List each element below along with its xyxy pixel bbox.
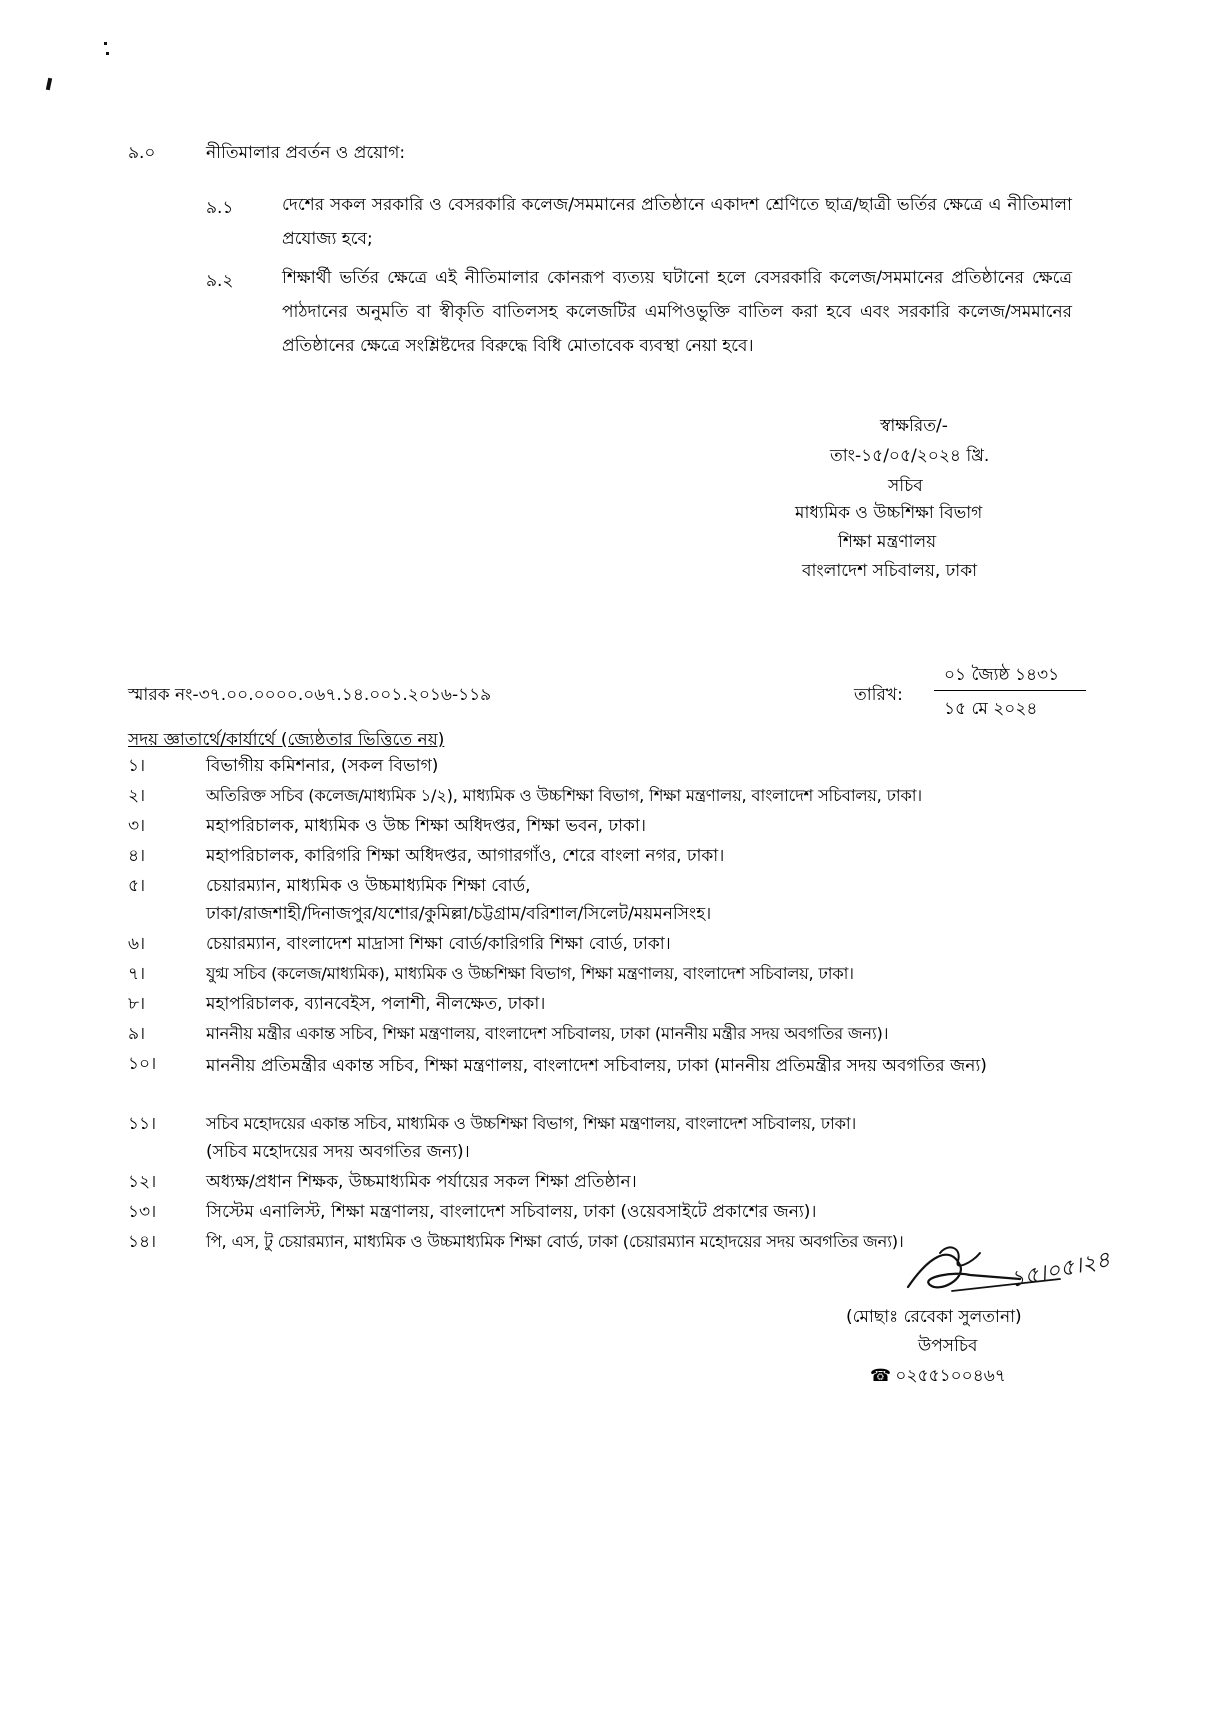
signer-division: মাধ্যমিক ও উচ্চশিক্ষা বিভাগ	[795, 503, 983, 523]
handwritten-signature	[900, 1235, 1113, 1315]
list-item-text: সচিব মহোদয়ের একান্ত সচিব, মাধ্যমিক ও উচ্চশিক্ষা বিভাগ, শিক্ষা মন্ত্রণালয়, বাংলাদেশ সচিবালয়, ঢাকা।	[206, 1114, 856, 1133]
distribution-heading: সদয় জ্ঞাতার্থে/কার্যার্থে (জ্যেষ্ঠতার ভিত্তিতে নয়)	[128, 730, 445, 750]
list-item-number: ১২।	[128, 1172, 157, 1192]
section-item-number: ৯.২	[206, 271, 234, 291]
signer-address: বাংলাদেশ সচিবালয়, ঢাকা	[802, 561, 978, 581]
memo-date-divider	[934, 690, 1086, 691]
list-item-text: পি, এস, টু চেয়ারম্যান, মাধ্যমিক ও উচ্চমাধ্যমিক শিক্ষা বোর্ড, ঢাকা (চেয়ারম্যান মহোদয়ের সদয় অবগতির জন্য)।	[206, 1232, 904, 1251]
section-item-text: দেশের সকল সরকারি ও বেসরকারি কলেজ/সমমানের প্রতিষ্ঠানে একাদশ শ্রেণিতে ছাত্র/ছাত্রী ভর্তির ক্ষেত্রে এ নীতিমালা প্রযোজ্য হবে;	[282, 195, 1072, 249]
list-item	[128, 783, 1088, 813]
section-number: ৯.০	[128, 143, 156, 163]
list-item	[128, 1051, 1088, 1111]
list-item	[128, 873, 1088, 931]
section-item-number: ৯.১	[206, 198, 234, 218]
list-item-number: ১০।	[128, 1054, 157, 1074]
list-item-number: ৪।	[128, 846, 146, 866]
list-item	[128, 1111, 1088, 1169]
scan-speck	[106, 52, 109, 55]
list-item-text: মহাপরিচালক, কারিগরি শিক্ষা অধিদপ্তর, আগারগাঁও, শেরে বাংলা নগর, ঢাকা।	[206, 846, 725, 866]
list-item-text: চেয়ারম্যান, বাংলাদেশ মাদ্রাসা শিক্ষা বোর্ড/কারিগরি শিক্ষা বোর্ড, ঢাকা।	[206, 934, 671, 954]
scan-speck	[46, 78, 52, 91]
list-item-number: ৬।	[128, 934, 146, 954]
scan-speck	[104, 42, 107, 45]
list-item	[128, 753, 1088, 783]
list-item-number: ৯।	[128, 1024, 146, 1044]
list-item	[128, 813, 1088, 843]
memo-date-bangla: ০১ জ্যৈষ্ঠ ১৪৩১	[944, 665, 1060, 685]
list-item-text: সিস্টেম এনালিস্ট, শিক্ষা মন্ত্রণালয়, বাংলাদেশ সচিবালয়, ঢাকা (ওয়েবসাইটে প্রকাশের জন্য)।	[206, 1202, 817, 1222]
list-item-text: মহাপরিচালক, ব্যানবেইস, পলাশী, নীলক্ষেত, ঢাকা।	[206, 994, 546, 1014]
list-item	[128, 931, 1088, 961]
list-item	[128, 1169, 1088, 1199]
signatory-phone: ০২৫৫১০০৪৬৭	[895, 1366, 1006, 1386]
list-item-number: ৮।	[128, 994, 146, 1014]
list-item-number: ১।	[128, 756, 146, 776]
list-item-text: মাননীয় মন্ত্রীর একান্ত সচিব, শিক্ষা মন্ত্রণালয়, বাংলাদেশ সচিবালয়, ঢাকা (মাননীয় মন্ত্রীর সদয় অবগতির জন্য)।	[206, 1024, 889, 1043]
memo-date-label: তারিখ:	[854, 685, 903, 705]
signatory-designation: উপসচিব	[918, 1336, 978, 1356]
list-item-text-continued: (সচিব মহোদয়ের সদয় অবগতির জন্য)।	[206, 1142, 470, 1162]
handwritten-date: ১৫।০৫।২৪	[1008, 1247, 1113, 1293]
list-item-text: যুগ্ম সচিব (কলেজ/মাধ্যমিক), মাধ্যমিক ও উচ্চশিক্ষা বিভাগ, শিক্ষা মন্ত্রণালয়, বাংলাদেশ সচিবালয়, ঢাকা।	[206, 964, 854, 983]
section-item-text: শিক্ষার্থী ভর্তির ক্ষেত্রে এই নীতিমালার কোনরূপ ব্যত্যয় ঘটানো হলে বেসরকারি কলেজ/সমমানের প্রতিষ্ঠানের ক্ষেত্রে পাঠদানের অনুমতি বা স্বীকৃতি বাতিলসহ কলেজটির এমপিওভুক্তি বাতিল করা হবে এবং সরকারি কলেজ/সমমানের প্রতিষ্ঠানের ক্ষেত্রে সংশ্লিষ্টদের বিরুদ্ধে বিধি মোতাবেক ব্যবস্থা নেয়া হবে।	[282, 268, 1072, 356]
memo-reference: স্মারক নং-৩৭.০০.০০০০.০৬৭.১৪.০০১.২০১৬-১১৯	[128, 685, 492, 705]
list-item-text: অধ্যক্ষ/প্রধান শিক্ষক, উচ্চমাধ্যমিক পর্যায়ের সকল শিক্ষা প্রতিষ্ঠান।	[206, 1172, 637, 1192]
list-item	[128, 843, 1088, 873]
signer-ministry: শিক্ষা মন্ত্রণালয়	[838, 532, 937, 552]
list-item-number: ৩।	[128, 816, 146, 836]
list-item-number: ২।	[128, 786, 146, 806]
memo-date-english: ১৫ মে ২০২৪	[944, 699, 1038, 719]
telephone-icon: ☎	[870, 1366, 892, 1386]
list-item-text: বিভাগীয় কমিশনার, (সকল বিভাগ)	[206, 756, 439, 776]
list-item-text: চেয়ারম্যান, মাধ্যমিক ও উচ্চমাধ্যমিক শিক্ষা বোর্ড,	[206, 876, 531, 896]
list-item-number: ৫।	[128, 876, 146, 896]
list-item	[128, 1021, 1088, 1051]
list-item-text-continued: ঢাকা/রাজশাহী/দিনাজপুর/যশোর/কুমিল্লা/চট্টগ্রাম/বরিশাল/সিলেট/ময়মনসিংহ।	[206, 904, 712, 924]
list-item	[128, 961, 1088, 991]
signed-date: তাং-১৫/০৫/২০২৪ খ্রি.	[830, 446, 990, 466]
list-item	[128, 991, 1088, 1021]
list-item-number: ১১।	[128, 1114, 157, 1134]
list-item-text: মহাপরিচালক, মাধ্যমিক ও উচ্চ শিক্ষা অধিদপ্তর, শিক্ষা ভবন, ঢাকা।	[206, 816, 646, 836]
list-item-number: ৭।	[128, 964, 146, 984]
list-item-number: ১৪।	[128, 1232, 157, 1252]
list-item-text: মাননীয় প্রতিমন্ত্রীর একান্ত সচিব, শিক্ষা মন্ত্রণালয়, বাংলাদেশ সচিবালয়, ঢাকা (মাননীয় প্রতিমন্ত্রীর সদয় অবগতির জন্য)	[206, 1056, 987, 1076]
signatory-phone-row	[870, 1363, 1006, 1391]
list-item	[128, 1199, 1088, 1229]
signed-label: স্বাক্ষরিত/-	[880, 416, 948, 436]
section-heading: নীতিমালার প্রবর্তন ও প্রয়োগ:	[206, 143, 406, 163]
signatory-name: (মোছাঃ রেবেকা সুলতানা)	[846, 1307, 1022, 1327]
signer-designation: সচিব	[888, 476, 923, 496]
list-item-number: ১৩।	[128, 1202, 157, 1222]
list-item-text: অতিরিক্ত সচিব (কলেজ/মাধ্যমিক ১/২), মাধ্যমিক ও উচ্চশিক্ষা বিভাগ, শিক্ষা মন্ত্রণালয়, বাংলাদেশ সচিবালয়, ঢাকা।	[206, 786, 922, 805]
